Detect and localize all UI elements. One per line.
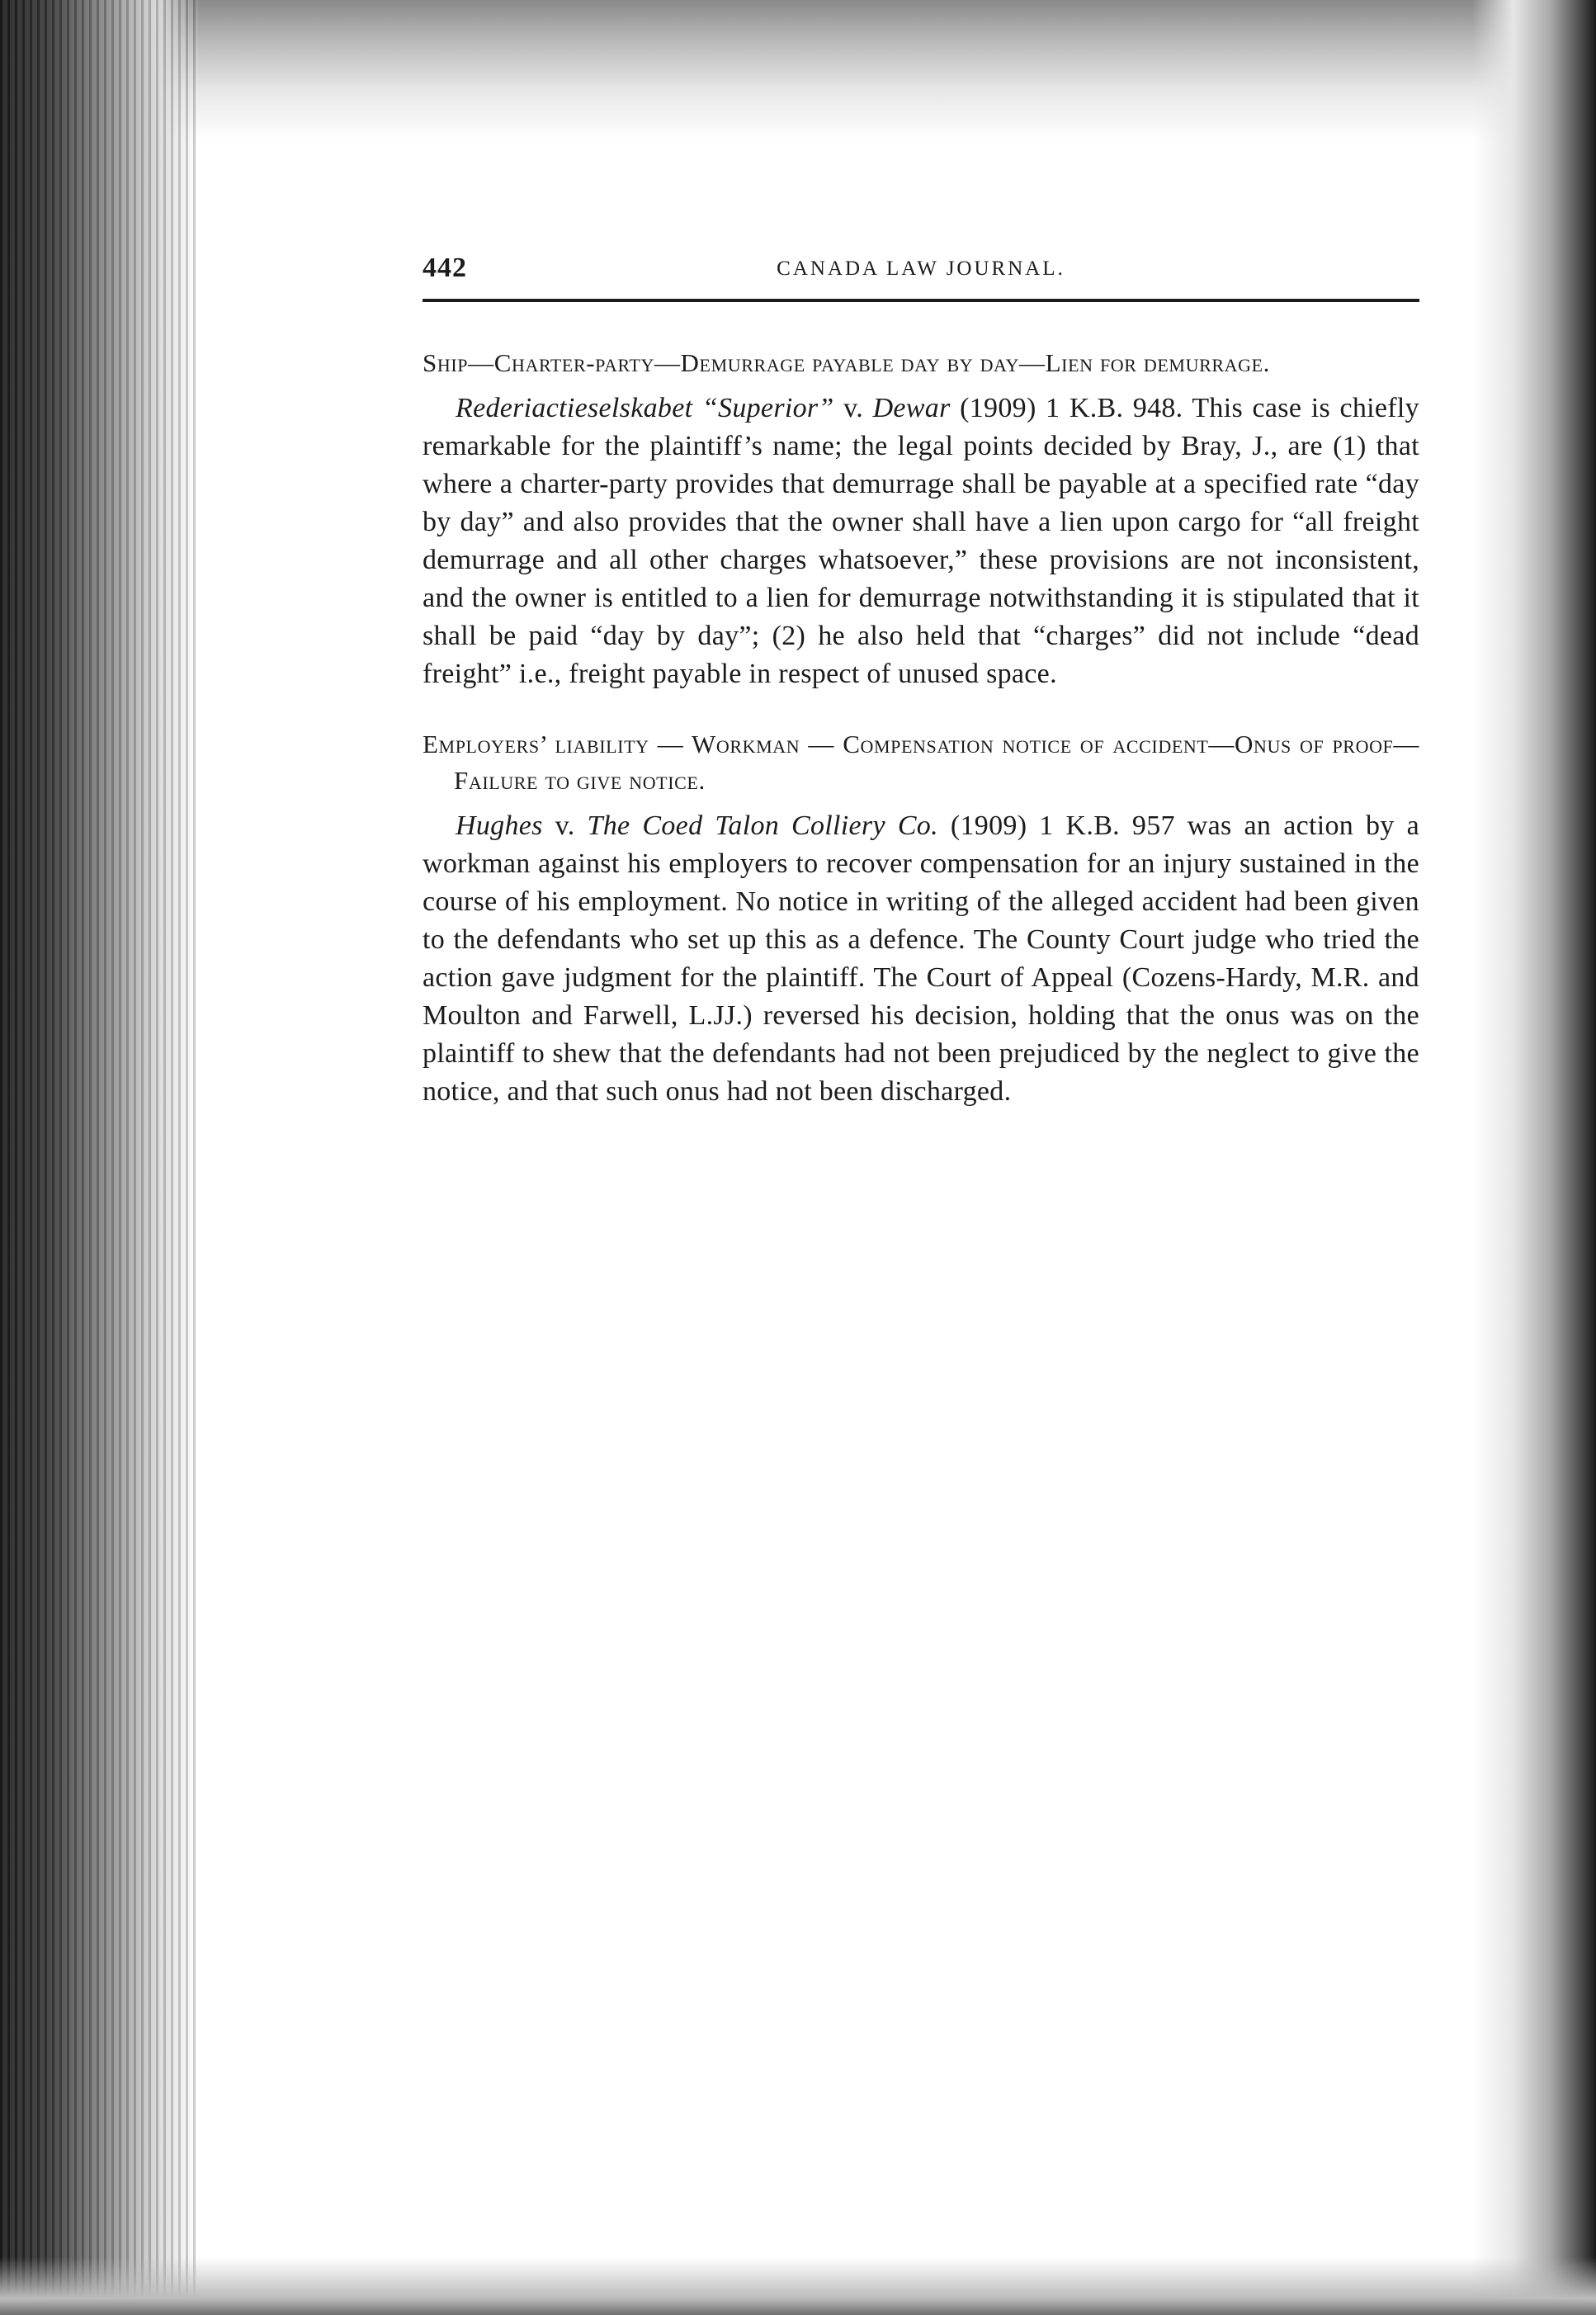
case-name: Hughes (456, 810, 543, 841)
defendant-name: Dewar (872, 393, 951, 423)
section-heading-employers-liability: Employers’ liability — Workman — Compensation notice of accident—Onus of proof—Failure to give notice. (423, 730, 1419, 795)
case-body: (1909) 1 K.B. 957 was an action by a workman against his employers to recover compensation for an injury sustained in the course of his employment. No notice in writing of the alleged accident had been given to the defendants who set up this as a defence. The County Court judge who tried the action gave judgment for the plaintiff. The Court of Appeal (Cozens-Hardy, M.R. and Moulton and Farwell, L.JJ.) reversed his decision, holding that the onus was on the plaintiff to shew that the defendants had not been prejudiced by the neglect to give the notice, and that such onus had not been discharged. (423, 810, 1419, 1107)
page-number: 442 (423, 253, 467, 283)
defendant-name: The Coed Talon Colliery Co. (587, 810, 938, 841)
running-head (423, 248, 1419, 297)
scan-edge-bottom (0, 2257, 1596, 2315)
journal-title: CANADA LAW JOURNAL. (777, 257, 1065, 280)
case-summary-hughes (423, 807, 1419, 1111)
case-summary-rederiactieselskabet (423, 390, 1419, 693)
case-body: (1909) 1 K.B. 948. This case is chiefly remarkable for the plaintiff’s name; the legal points decided by Bray, J., are (1) that where a charter-party provides that demurrage shall be payable at a specified rate “day by day” and also provides that the owner shall have a lien upon cargo for “all freight demurrage and all other charges whatsoever,” these provisions are not inconsistent, and the owner is entitled to a lien for demurrage notwithstanding it is stipulated that it shall be paid “day by day”; (2) he also held that “charges” did not include “dead freight” i.e., freight payable in respect of unused space. (423, 393, 1419, 689)
versus: v. (843, 393, 864, 423)
versus: v. (555, 810, 575, 841)
section-heading-ship-charter-party: Ship—Charter-party—Demurrage payable day by day—Lien for demurrage. (423, 348, 1270, 377)
scan-edge-left (0, 0, 198, 2315)
journal-page (423, 248, 1419, 1139)
scan-edge-top (0, 0, 1596, 140)
scan-edge-right (1472, 0, 1596, 2315)
header-rule (423, 299, 1419, 302)
case-name: Rederiactieselskabet “Superior” (456, 393, 834, 423)
